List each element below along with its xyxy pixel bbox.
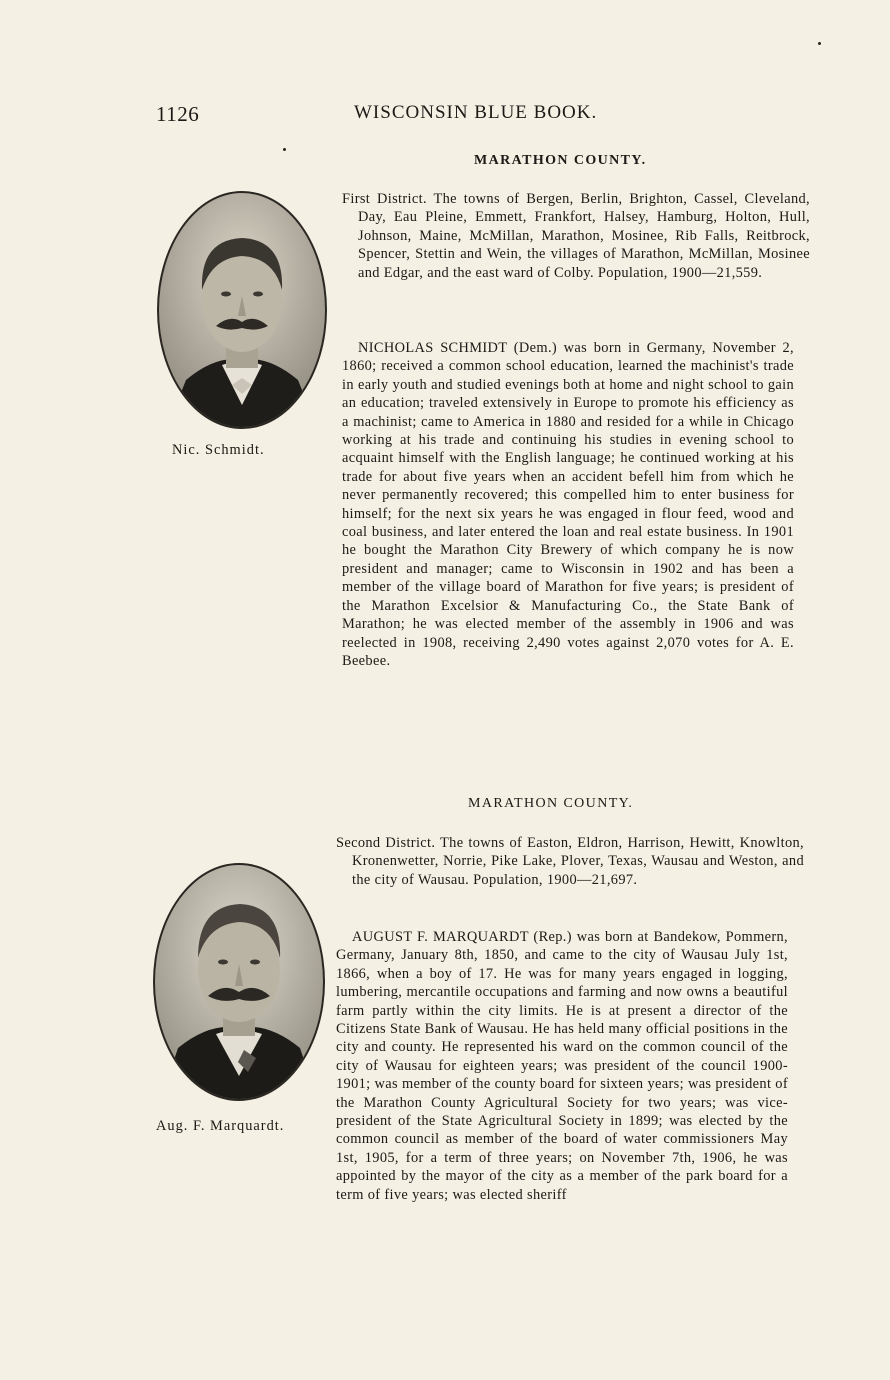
page-number: 1126 (156, 102, 200, 126)
portrait-aug-marquardt-image (152, 862, 326, 1102)
district-description-first: First District. The towns of Bergen, Berlin, Brighton, Cassel, Cleveland, Day, Eau Pleine, Emmett, Frankfort, Halsey, Hamburg, Holton, Hull, Johnson, Maine, McMillan, Marathon, Mosinee, Rib Falls, Reitbrock, Spencer, Stettin and Wein, the villages of Marathon, McMillan, Mosinee and Edgar, and the east ward of Colby. Population, 1900—21,559. (342, 191, 810, 281)
district-description-second: Second District. The towns of Easton, Eldron, Harrison, Hewitt, Knowlton, Kronenwetter, Norrie, Pike Lake, Plover, Texas, Wausau and Weston, and the city of Wausau. Population, 1900—21,697. (336, 835, 804, 888)
running-title: WISCONSIN BLUE BOOK. (354, 102, 598, 123)
section-heading-first-district: MARATHON COUNTY. (474, 153, 647, 168)
print-speck (818, 42, 821, 45)
biography-nicholas-schmidt: NICHOLAS SCHMIDT (Dem.) was born in Germany, November 2, 1860; received a common school education, learned the machinist's trade in early youth and studied evenings both at home and night school to gain an education; traveled extensively in Europe to promote his efficiency as a machinist; came to America in 1880 and resided for a while in Chicago working at his trade and continuing his studies in evening school to acquaint himself with the English language; he continued working at his trade for about five years when an accident befell him from which he never permanently recovered; this compelled him to enter business for himself; for the next six years he was engaged in flour feed, wood and coal business, and later entered the loan and real estate business. In 1901 he bought the Marathon City Brewery of which company he is now president and manager; came to Wisconsin in 1902 and has been a member of the village board of Marathon for five years; is president of the Marathon Excelsior & Manufacturing Co., the State Bank of Marathon; he was elected member of the assembly in 1906 and was reelected in 1908, receiving 2,490 votes against 2,070 votes for A. E. Beebee. (342, 340, 794, 669)
portrait-nic-schmidt (156, 190, 328, 430)
portrait-nic-schmidt-image (156, 190, 328, 430)
biography-august-marquardt: AUGUST F. MARQUARDT (Rep.) was born at Bandekow, Pommern, Germany, January 8th, 1850, and came to the city of Wausau July 1st, 1866, when a boy of 17. He was for many years engaged in logging, lumbering, mercantile occupations and farming and now owns a beautiful farm partly within the city limits. He is at present a director of the Citizens State Bank of Wausau. He has held many official positions in the city and county. He represented his ward on the common council of the city of Wausau for eighteen years; was president of the council 1900-1901; was member of the county board for sixteen years; was president of the Marathon County Agricultural Society for two years; was vice-president of the State Agricultural Society in 1899; was elected by the common council as member of the board of water commissioners May 1st, 1905, for a term of three years; on November 7th, 1906, he was appointed by the mayor of the city as a member of the park board for a term of five years; was elected sheriff (336, 929, 788, 1203)
portrait-caption-aug-marquardt: Aug. F. Marquardt. (156, 1118, 285, 1134)
page-header (156, 102, 606, 130)
portrait-caption-nic-schmidt: Nic. Schmidt. (172, 442, 265, 458)
portrait-aug-marquardt (152, 862, 326, 1102)
print-speck (283, 148, 286, 151)
section-heading-second-district: MARATHON COUNTY. (468, 796, 634, 811)
